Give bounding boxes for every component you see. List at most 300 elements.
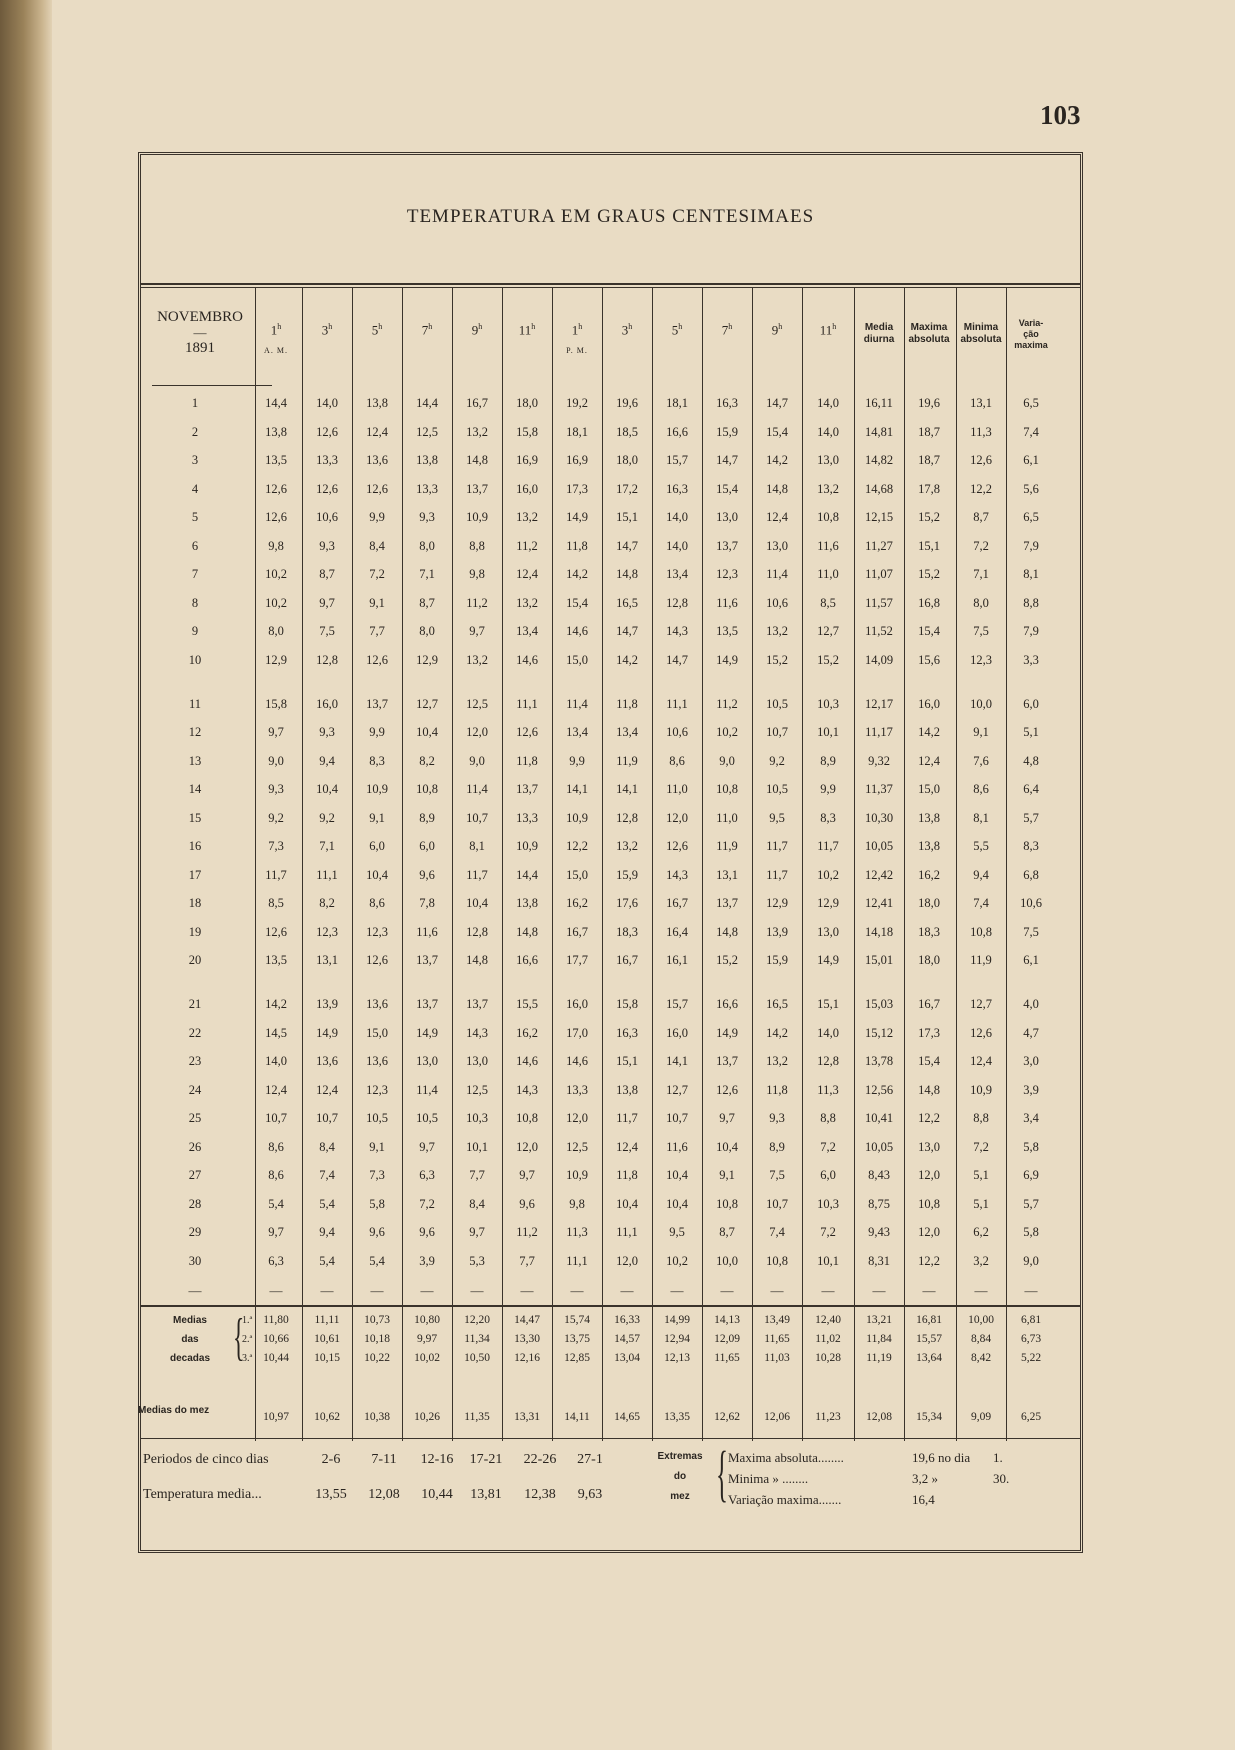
value-cell: 11,07 — [865, 567, 893, 582]
value-cell: 15,01 — [864, 953, 894, 968]
value-cell: 14,1 — [666, 1054, 688, 1069]
value-cell: 13,7 — [466, 997, 488, 1011]
table-row — [0, 590, 1235, 616]
value-cell: 3,3 — [1023, 652, 1039, 667]
value-cell: 10,2 — [265, 567, 287, 582]
value-cell: 8,9 — [419, 810, 435, 825]
value-cell: 14,7 — [616, 624, 638, 639]
day-cell: 2 — [191, 424, 199, 439]
value-cell: 9,1 — [719, 1168, 735, 1183]
value-cell: 10,0 — [716, 1253, 738, 1268]
value-cell: 10,8 — [817, 510, 839, 525]
value-cell: 13,8 — [918, 839, 940, 854]
value-cell: 8,7 — [419, 595, 435, 610]
value-cell: 13,3 — [566, 1082, 588, 1097]
value-cell: 10,3 — [817, 1196, 839, 1211]
value-cell: 12,4 — [616, 1139, 638, 1154]
decade-cell: 12,09 — [714, 1333, 740, 1345]
header-hour-number: 11 — [518, 322, 532, 338]
table-row — [0, 1105, 1235, 1131]
header-hour-number: 5 — [671, 322, 679, 338]
decade-index: 1.ª — [242, 1315, 253, 1326]
header-stat-line: ção — [1023, 329, 1039, 339]
value-cell: 10,4 — [666, 1196, 688, 1211]
value-cell: 13,4 — [566, 725, 588, 740]
value-cell: 8,0 — [973, 595, 989, 610]
day-cell: 17 — [188, 867, 202, 882]
value-cell: 5,8 — [1023, 1139, 1039, 1154]
value-cell: 18,1 — [566, 424, 588, 439]
header-month-year — [145, 308, 255, 358]
value-cell: 9,3 — [319, 538, 335, 553]
value-cell: 10,1 — [817, 1253, 839, 1268]
value-cell: 5,7 — [1023, 810, 1039, 825]
dash-cell: — — [570, 1282, 584, 1298]
value-cell: 13,1 — [970, 396, 992, 410]
value-cell: 15,2 — [817, 652, 839, 667]
dash-cell: — — [520, 1282, 534, 1298]
value-cell: 13,3 — [516, 810, 538, 825]
value-cell: 9,7 — [268, 725, 284, 740]
value-cell: 7,6 — [973, 753, 989, 768]
table-row — [0, 991, 1235, 1017]
day-cell: 25 — [188, 1111, 202, 1126]
value-cell: 13,0 — [817, 924, 839, 939]
dash-cell: — — [370, 1282, 384, 1298]
value-cell: 7,2 — [419, 1196, 435, 1211]
value-cell: 18,7 — [918, 453, 940, 468]
decade-cell: 12,16 — [514, 1352, 540, 1364]
decade-cell: 10,50 — [464, 1352, 490, 1364]
dash-cell: — — [269, 1282, 283, 1298]
decades-label-line: decadas — [169, 1353, 211, 1364]
value-cell: 12,8 — [316, 652, 338, 667]
header-hour-number: 5 — [371, 322, 379, 338]
value-cell: 7,2 — [973, 1139, 989, 1154]
value-cell: 14,3 — [466, 1025, 488, 1040]
value-cell: 16,7 — [466, 396, 488, 410]
value-cell: 14,68 — [864, 481, 894, 496]
value-cell: 13,6 — [366, 453, 388, 468]
decade-cell: 10,02 — [414, 1352, 440, 1364]
value-cell: 12,0 — [566, 1111, 588, 1126]
value-cell: 12,9 — [817, 896, 839, 911]
value-cell: 13,7 — [466, 481, 488, 496]
value-cell: 13,4 — [666, 567, 688, 582]
value-cell: 16,0 — [666, 1025, 688, 1040]
decades-brace: { — [233, 1309, 245, 1366]
dash-cell: — — [420, 1282, 434, 1298]
decade-cell: 13,75 — [564, 1333, 590, 1345]
header-hour-number: 7 — [721, 322, 729, 338]
header-stat-line: Varia- — [1018, 318, 1044, 328]
value-cell: 11,2 — [516, 538, 538, 553]
value-cell: 10,6 — [766, 595, 788, 610]
value-cell: 10,9 — [566, 810, 588, 825]
decade-cell: 10,28 — [815, 1352, 841, 1364]
value-cell: 8,9 — [769, 1139, 785, 1154]
value-cell: 5,4 — [319, 1253, 335, 1268]
value-cell: 13,3 — [316, 453, 338, 468]
value-cell: 9,7 — [319, 595, 335, 610]
value-cell: 12,3 — [316, 924, 338, 939]
month-avg-cell: 15,34 — [916, 1411, 942, 1423]
period-temp: 12,08 — [368, 1487, 400, 1502]
value-cell: 7,7 — [369, 624, 385, 639]
page-number: 103 — [1040, 100, 1081, 130]
value-cell: 14,8 — [766, 481, 788, 496]
day-cell: 21 — [188, 997, 202, 1011]
value-cell: 12,6 — [516, 725, 538, 740]
value-cell: 18,0 — [516, 396, 538, 410]
header-hour-number: 1 — [571, 322, 579, 338]
value-cell: 10,9 — [566, 1168, 588, 1183]
value-cell: 12,7 — [970, 997, 992, 1011]
value-cell: 9,5 — [769, 810, 785, 825]
value-cell: 10,0 — [970, 696, 992, 711]
value-cell: 9,1 — [369, 595, 385, 610]
day-cell: 23 — [188, 1054, 202, 1069]
value-cell: 19,6 — [616, 396, 638, 410]
value-cell: 14,8 — [918, 1082, 940, 1097]
value-cell: 10,5 — [416, 1111, 438, 1126]
decade-index: 2.ª — [242, 1334, 253, 1345]
decade-cell: 14,47 — [514, 1314, 540, 1326]
value-cell: 12,0 — [616, 1253, 638, 1268]
value-cell: 15,2 — [766, 652, 788, 667]
value-cell: 10,4 — [616, 1196, 638, 1211]
value-cell: 12,0 — [918, 1225, 940, 1240]
table-row — [0, 1191, 1235, 1217]
value-cell: 11,6 — [817, 538, 839, 553]
value-cell: 9,9 — [369, 510, 385, 525]
table-row — [0, 919, 1235, 945]
value-cell: 9,8 — [469, 567, 485, 582]
value-cell: 9,6 — [419, 867, 435, 882]
value-cell: 12,8 — [817, 1054, 839, 1069]
value-cell: 15,03 — [864, 997, 894, 1011]
value-cell: 12,0 — [516, 1139, 538, 1154]
value-cell: 15,2 — [716, 953, 738, 968]
value-cell: 15,9 — [616, 867, 638, 882]
value-cell: 8,5 — [820, 595, 836, 610]
dash-cell: — — [770, 1282, 784, 1298]
month-avg-cell: 13,31 — [514, 1411, 540, 1423]
value-cell: 9,7 — [469, 624, 485, 639]
value-cell: 10,4 — [716, 1139, 738, 1154]
value-cell: 18,3 — [918, 924, 940, 939]
value-cell: 8,6 — [268, 1139, 284, 1154]
dash-cell: — — [470, 1282, 484, 1298]
value-cell: 9,3 — [419, 510, 435, 525]
decade-cell: 15,57 — [916, 1333, 942, 1345]
value-cell: 13,7 — [716, 896, 738, 911]
value-cell: 5,7 — [1023, 1196, 1039, 1211]
decade-cell: 10,22 — [364, 1352, 390, 1364]
value-cell: 10,8 — [970, 924, 992, 939]
value-cell: 7,1 — [419, 567, 435, 582]
header-hour-number: 3 — [321, 322, 329, 338]
decade-cell: 15,74 — [564, 1314, 590, 1326]
value-cell: 12,0 — [466, 725, 488, 740]
decade-cell: 16,33 — [614, 1314, 640, 1326]
value-cell: 11,52 — [865, 624, 893, 639]
value-cell: 4,0 — [1023, 997, 1039, 1011]
value-cell: 9,3 — [268, 782, 284, 797]
decade-cell: 13,64 — [916, 1352, 942, 1364]
value-cell: 5,1 — [1023, 725, 1039, 740]
value-cell: 13,0 — [466, 1054, 488, 1069]
value-cell: 10,9 — [466, 510, 488, 525]
header-hour — [403, 322, 451, 338]
table-row — [0, 719, 1235, 745]
day-cell: 7 — [191, 567, 199, 582]
value-cell: 16,7 — [666, 896, 688, 911]
value-cell: 12,8 — [666, 595, 688, 610]
value-cell: 14,0 — [817, 1025, 839, 1040]
value-cell: 10,3 — [466, 1111, 488, 1126]
value-cell: 5,8 — [1023, 1225, 1039, 1240]
value-cell: 12,0 — [666, 810, 688, 825]
value-cell: 6,3 — [419, 1168, 435, 1183]
dash-cell: — — [720, 1282, 734, 1298]
value-cell: 16,0 — [516, 481, 538, 496]
value-cell: 9,2 — [769, 753, 785, 768]
value-cell: 12,56 — [864, 1082, 894, 1097]
value-cell: 11,0 — [666, 782, 688, 797]
value-cell: 14,7 — [766, 396, 788, 410]
period-range: 17-21 — [469, 1452, 503, 1467]
period-temp: 13,55 — [315, 1487, 347, 1502]
dash-cell: — — [974, 1282, 988, 1298]
value-cell: 15,9 — [716, 424, 738, 439]
value-cell: 8,7 — [973, 510, 989, 525]
day-cell: 6 — [191, 538, 199, 553]
table-row — [0, 833, 1235, 859]
value-cell: 13,9 — [766, 924, 788, 939]
value-cell: 8,3 — [1023, 839, 1039, 854]
value-cell: 10,8 — [918, 1196, 940, 1211]
value-cell: 13,3 — [416, 481, 438, 496]
value-cell: 13,6 — [366, 1054, 388, 1069]
value-cell: 17,0 — [566, 1025, 588, 1040]
value-cell: 14,0 — [666, 510, 688, 525]
period-temp: 12,38 — [524, 1487, 556, 1502]
header-hour-suffix: h — [832, 322, 837, 331]
value-cell: 10,6 — [666, 725, 688, 740]
day-cell: 13 — [188, 753, 202, 768]
value-cell: 12,6 — [316, 424, 338, 439]
value-cell: 11,6 — [666, 1139, 688, 1154]
decade-row — [0, 1349, 1235, 1368]
value-cell: 12,5 — [466, 1082, 488, 1097]
value-cell: 10,4 — [316, 782, 338, 797]
value-cell: 13,4 — [516, 624, 538, 639]
value-cell: 14,6 — [566, 1054, 588, 1069]
dash-cell: — — [670, 1282, 684, 1298]
value-cell: 15,1 — [918, 538, 940, 553]
value-cell: 5,1 — [973, 1196, 989, 1211]
value-cell: 11,3 — [970, 424, 992, 439]
value-cell: 12,6 — [716, 1082, 738, 1097]
decade-cell: 6,81 — [1020, 1314, 1042, 1326]
value-cell: 11,6 — [716, 595, 738, 610]
value-cell: 13,2 — [516, 510, 538, 525]
value-cell: 8,6 — [369, 896, 385, 911]
decade-cell: 10,18 — [364, 1333, 390, 1345]
value-cell: 16,3 — [616, 1025, 638, 1040]
value-cell: 7,4 — [1023, 424, 1039, 439]
table-row — [0, 533, 1235, 559]
decade-cell: 14,99 — [664, 1314, 690, 1326]
value-cell: 5,8 — [369, 1196, 385, 1211]
value-cell: 14,2 — [616, 652, 638, 667]
value-cell: 7,2 — [369, 567, 385, 582]
table-row — [0, 862, 1235, 888]
value-cell: 14,0 — [265, 1054, 287, 1069]
value-cell: 12,41 — [864, 896, 894, 911]
value-cell: 10,30 — [864, 810, 894, 825]
header-hour-suffix: h — [478, 322, 483, 331]
day-cell: 5 — [191, 510, 199, 525]
value-cell: 16,4 — [666, 924, 688, 939]
day-cell: 4 — [191, 481, 199, 496]
table-row — [0, 476, 1235, 502]
value-cell: 12,6 — [366, 481, 388, 496]
value-cell: 11,4 — [466, 782, 488, 797]
value-cell: 14,7 — [616, 538, 638, 553]
value-cell: 10,05 — [864, 839, 894, 854]
value-cell: 7,2 — [820, 1225, 836, 1240]
value-cell: 16,6 — [716, 997, 738, 1011]
extremas-label-line: Extremas — [657, 1451, 703, 1462]
value-cell: 9,9 — [569, 753, 585, 768]
value-cell: 13,9 — [316, 997, 338, 1011]
value-cell: 13,6 — [366, 997, 388, 1011]
header-hour-suffix: h — [531, 322, 536, 331]
table-row — [0, 447, 1235, 473]
extremas-brace: { — [716, 1440, 728, 1508]
value-cell: 9,43 — [868, 1225, 890, 1240]
value-cell: 8,6 — [268, 1168, 284, 1183]
decade-cell: 13,04 — [614, 1352, 640, 1364]
table-row — [0, 691, 1235, 717]
value-cell: 18,3 — [616, 924, 638, 939]
decade-cell: 10,61 — [314, 1333, 340, 1345]
value-cell: 9,8 — [268, 538, 284, 553]
value-cell: 14,0 — [666, 538, 688, 553]
value-cell: 16,7 — [566, 924, 588, 939]
value-cell: 14,8 — [516, 924, 538, 939]
header-hour — [303, 322, 351, 338]
value-cell: 10,41 — [864, 1111, 894, 1126]
decade-cell: 13,30 — [514, 1333, 540, 1345]
value-cell: 6,8 — [1023, 867, 1039, 882]
day-cell: 19 — [188, 924, 202, 939]
value-cell: 17,2 — [616, 481, 638, 496]
value-cell: 12,6 — [265, 510, 287, 525]
value-cell: 7,5 — [973, 624, 989, 639]
header-hour-suffix: h — [678, 322, 683, 331]
value-cell: 9,3 — [769, 1111, 785, 1126]
value-cell: 8,0 — [419, 538, 435, 553]
value-cell: 3,9 — [1023, 1082, 1039, 1097]
header-stat — [955, 322, 1007, 346]
value-cell: 8,9 — [820, 753, 836, 768]
value-cell: 15,2 — [918, 567, 940, 582]
value-cell: 18,1 — [666, 396, 688, 410]
value-cell: 14,2 — [766, 453, 788, 468]
value-cell: 12,6 — [265, 481, 287, 496]
value-cell: 12,7 — [817, 624, 839, 639]
value-cell: 9,0 — [719, 753, 735, 768]
value-cell: 15,8 — [616, 997, 638, 1011]
table-row — [0, 947, 1235, 973]
month-avg-values — [0, 1408, 1235, 1426]
value-cell: 7,2 — [820, 1139, 836, 1154]
value-cell: 9,0 — [268, 753, 284, 768]
month-avg-cell: 12,06 — [764, 1411, 790, 1423]
value-cell: 13,5 — [265, 453, 287, 468]
value-cell: 8,0 — [419, 624, 435, 639]
value-cell: 12,6 — [366, 953, 388, 968]
value-cell: 9,3 — [319, 725, 335, 740]
value-cell: 14,1 — [566, 782, 588, 797]
value-cell: 10,7 — [466, 810, 488, 825]
value-cell: 15,4 — [918, 624, 940, 639]
header-stat-line: Minima — [963, 322, 999, 333]
month-avg-cell: 14,11 — [564, 1411, 590, 1423]
value-cell: 7,9 — [1023, 538, 1039, 553]
value-cell: 10,2 — [666, 1253, 688, 1268]
value-cell: 11,1 — [516, 696, 538, 711]
value-cell: 13,2 — [817, 481, 839, 496]
value-cell: 13,0 — [817, 453, 839, 468]
value-cell: 5,5 — [973, 839, 989, 854]
value-cell: 15,4 — [766, 424, 788, 439]
value-cell: 7,4 — [973, 896, 989, 911]
decade-index: 3.ª — [242, 1353, 253, 1364]
value-cell: 18,7 — [918, 424, 940, 439]
value-cell: 12,7 — [416, 696, 438, 711]
value-cell: 12,17 — [864, 696, 894, 711]
value-cell: 7,3 — [268, 839, 284, 854]
value-cell: 13,5 — [265, 953, 287, 968]
value-cell: 10,7 — [316, 1111, 338, 1126]
month-avg-cell: 6,25 — [1020, 1411, 1042, 1423]
extremas-label-line: do — [673, 1471, 687, 1482]
value-cell: 10,5 — [366, 1111, 388, 1126]
value-cell: 11,7 — [265, 867, 287, 882]
period-temp: 9,63 — [577, 1487, 603, 1502]
value-cell: 11,1 — [566, 1253, 588, 1268]
value-cell: 5,3 — [469, 1253, 485, 1268]
value-cell: 15,1 — [817, 997, 839, 1011]
value-cell: 11,2 — [516, 1225, 538, 1240]
value-cell: 13,2 — [466, 652, 488, 667]
value-cell: 11,3 — [817, 1082, 839, 1097]
value-cell: 9,0 — [469, 753, 485, 768]
value-cell: 10,9 — [366, 782, 388, 797]
value-cell: 13,8 — [516, 896, 538, 911]
day-cell: 8 — [191, 595, 199, 610]
value-cell: 12,4 — [766, 510, 788, 525]
value-cell: 16,7 — [616, 953, 638, 968]
value-cell: 13,7 — [416, 997, 438, 1011]
value-cell: 9,2 — [319, 810, 335, 825]
value-cell: 12,2 — [918, 1253, 940, 1268]
value-cell: 7,3 — [369, 1168, 385, 1183]
